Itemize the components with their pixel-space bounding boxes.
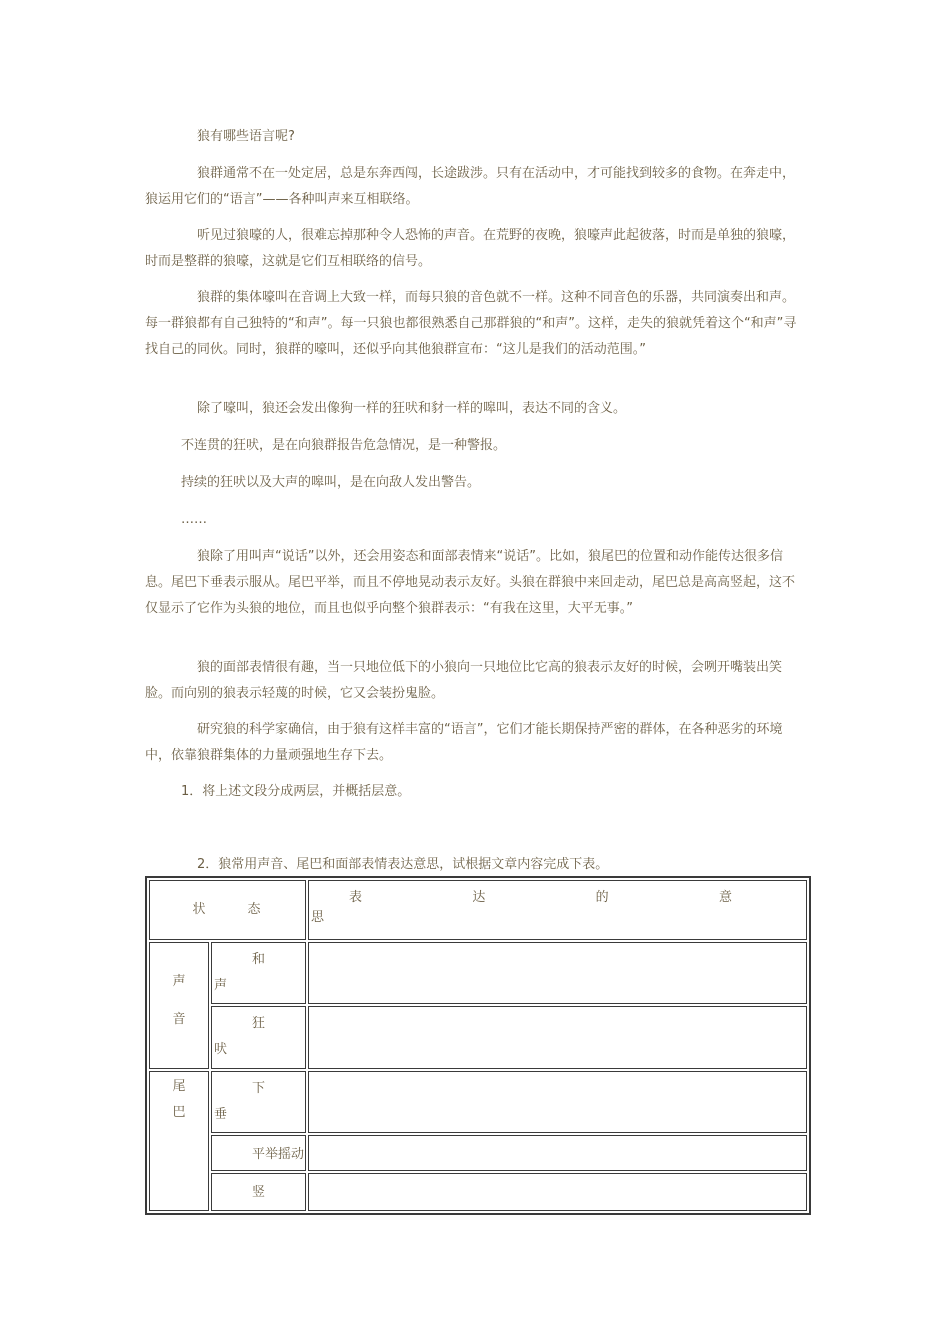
- answer-cell-xiachui[interactable]: [308, 1071, 807, 1133]
- header-char-1: 表: [349, 890, 363, 905]
- ellipsis-line: ……: [181, 512, 207, 527]
- question-2: 2．狼常用声音、尾巴和面部表情表达意思，试根据文章内容完成下表。: [197, 857, 609, 872]
- header-char-5: 思: [311, 910, 325, 925]
- group-tail: [149, 1071, 209, 1211]
- paragraph-6: 持续的狂吠以及大声的嗥叫，是在向敌人发出警告。: [181, 475, 481, 490]
- answer-table: [145, 876, 811, 1215]
- group-sound-char-2: 音: [172, 1012, 186, 1028]
- row-label-kuangfei-a: 狂: [252, 1016, 266, 1032]
- answer-cell-pingju[interactable]: [308, 1135, 807, 1171]
- paragraph-1: 狼群通常不在一处定居，总是东奔西闯，长途跋涉。只有在活动中，才可能找到较多的食物。在奔走中，狼运用它们的“语言”——各种叫声来互相联络。: [145, 166, 796, 207]
- question-1: 1．将上述文段分成两层，并概括层意。: [181, 784, 411, 799]
- paragraph-8: 狼除了用叫声“说话”以外，还会用姿态和面部表情来“说话”。比如，狼尾巴的位置和动作能传达很多信息。尾巴下垂表示服从。尾巴平举，而且不停地晃动表示友好。头狼在群狼中来回走动，尾巴总是高高竖起，这不仅显示了它作为头狼的地位，而且也似乎向整个狼群表示：“有我在这里，大平无事。”: [145, 549, 796, 616]
- row-label-pingju: 平举摇动: [211, 1135, 306, 1171]
- row-label-xiachui-b: 垂: [214, 1106, 228, 1122]
- row-label-xiachui-a: 下: [252, 1080, 266, 1096]
- group-sound: [149, 942, 209, 1068]
- paragraph-5: 不连贯的狂吠，是在向狼群报告危急情况，是一种警报。: [181, 438, 507, 453]
- paragraph-4: 除了嚎叫，狼还会发出像狗一样的狂吠和豺一样的嗥叫，表达不同的含义。: [197, 401, 627, 416]
- row-label-kuangfei-b: 吠: [214, 1042, 228, 1058]
- header-meaning: [308, 880, 807, 940]
- answer-cell-shu[interactable]: [308, 1173, 807, 1211]
- paragraph-9: 狼的面部表情很有趣，当一只地位低下的小狼向一只地位比它高的狼表示友好的时候，会咧开嘴装出笑脸。而向别的狼表示轻蔑的时候，它又会装扮鬼脸。: [145, 660, 783, 701]
- row-label-xiachui: [211, 1071, 306, 1133]
- row-label-kuangfei: [211, 1006, 306, 1068]
- group-sound-char-1: 声: [172, 974, 186, 990]
- header-char-3: 的: [595, 890, 609, 905]
- row-label-hesheng: [211, 942, 306, 1004]
- row-label-shu: 竖: [211, 1173, 306, 1211]
- paragraph-2: 听见过狼嚎的人，很难忘掉那种令人恐怖的声音。在荒野的夜晚，狼嚎声此起彼落，时而是单独的狼嚎，时而是整群的狼嚎，这就是它们互相联络的信号。: [145, 228, 796, 269]
- header-state: 状态: [149, 880, 306, 940]
- paragraph-10: 研究狼的科学家确信，由于狼有这样丰富的“语言”，它们才能长期保持严密的群体，在各种恶劣的环境中，依靠狼群集体的力量顽强地生存下去。: [145, 722, 783, 763]
- group-tail-char-1: 尾: [172, 1078, 186, 1094]
- row-label-hesheng-b: 声: [214, 978, 228, 994]
- group-tail-char-2: 巴: [172, 1104, 186, 1120]
- article-title: 狼有哪些语言呢?: [197, 129, 295, 144]
- header-char-4: 意: [718, 890, 732, 905]
- paragraph-3: 狼群的集体嚎叫在音调上大致一样，而每只狼的音色就不一样。这种不同音色的乐器，共同演奏出和声。每一群狼都有自己独特的“和声”。每一只狼也都很熟悉自己那群狼的“和声”。这样，走失的狼就凭着这个“和声”寻找自己的同伙。同时，狼群的嚎叫，还似乎向其他狼群宣布：“这儿是我们的活动范围。”: [145, 290, 797, 357]
- row-label-hesheng-a: 和: [252, 952, 266, 968]
- answer-cell-hesheng[interactable]: [308, 942, 807, 1004]
- header-char-2: 达: [472, 890, 486, 905]
- answer-cell-kuangfei[interactable]: [308, 1006, 807, 1068]
